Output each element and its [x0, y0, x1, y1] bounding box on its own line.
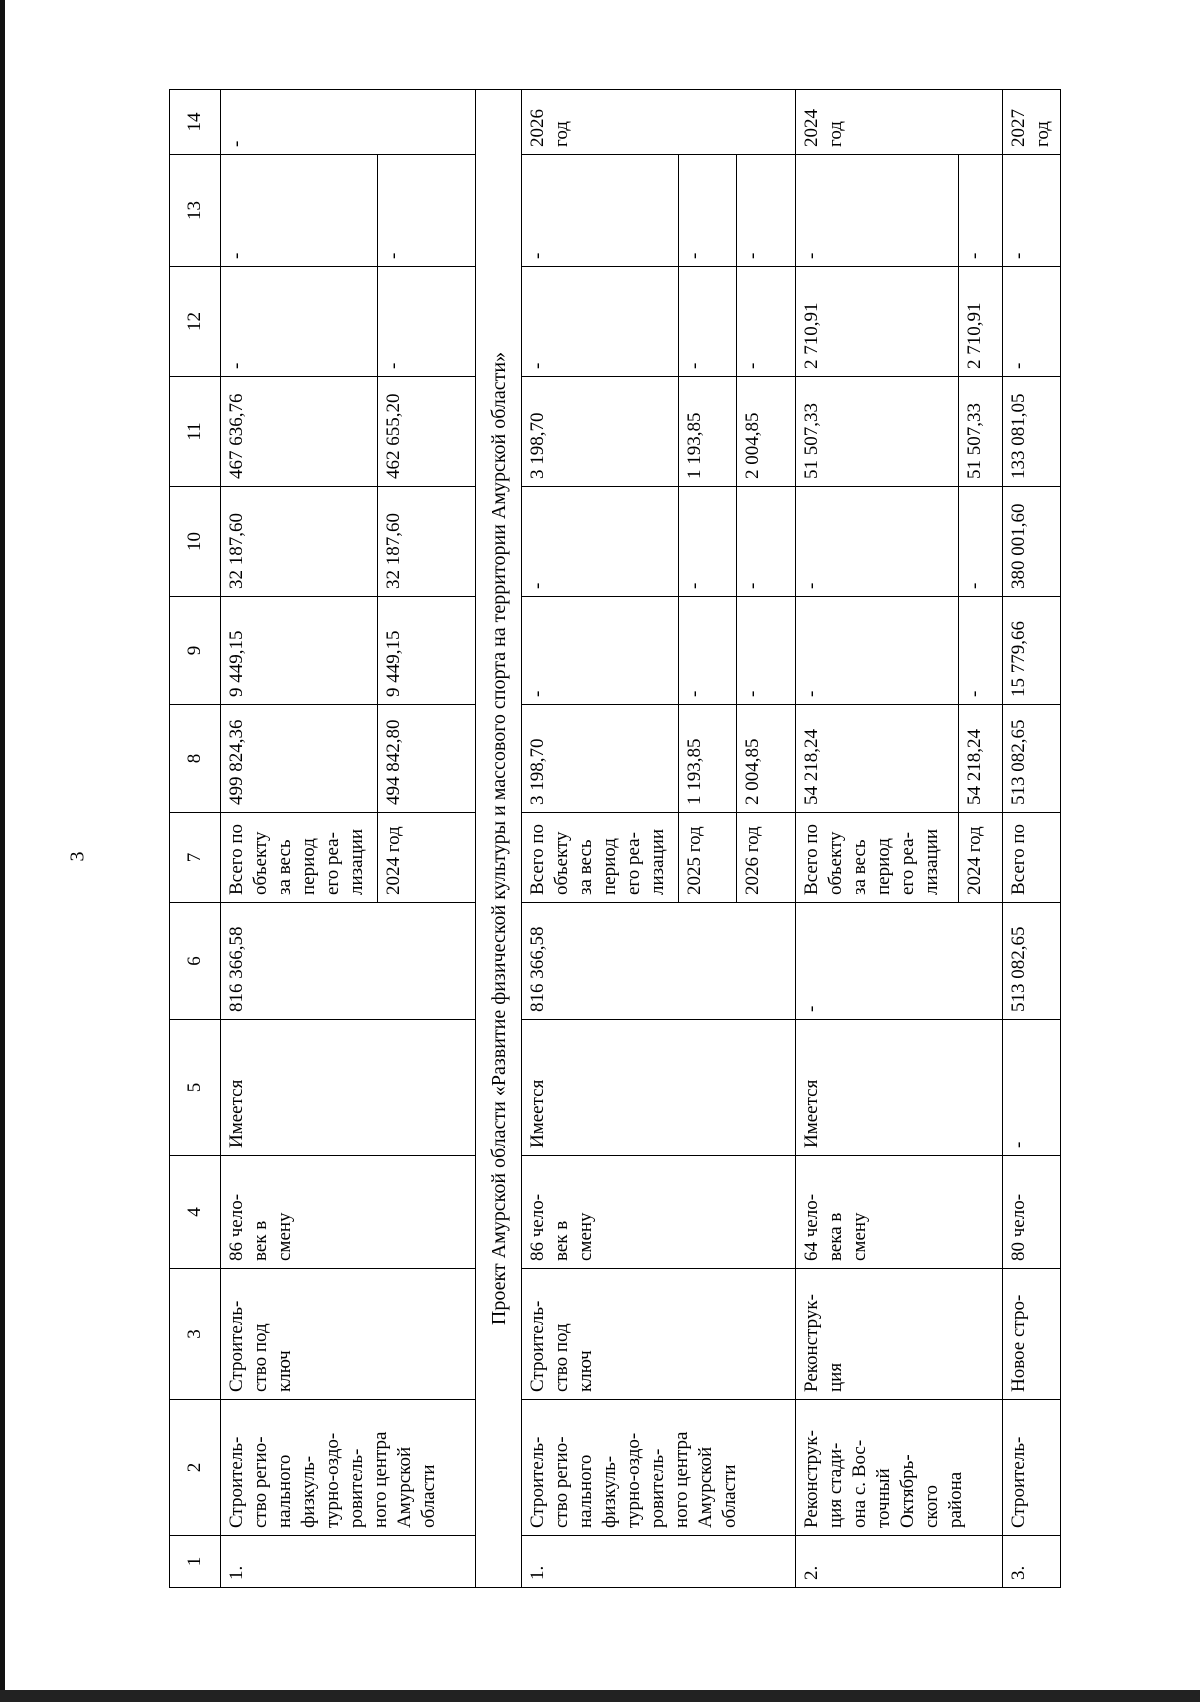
scan-border-bottom [0, 1690, 1200, 1702]
amount-col8: 1 193,85 [678, 705, 736, 813]
object-name: Строитель- ство регио- нального физкуль- турно-оздо- ровитель- ного центра Амурской области [221, 1400, 476, 1536]
amount-col9: - [958, 597, 1002, 705]
object-name: Строитель- ство регио- нального физкуль- турно-оздо- ровитель- ного центра Амурской области [522, 1400, 795, 1536]
work-type: Строитель- ство под ключ [221, 1269, 476, 1400]
amount-col11: 467 636,76 [221, 377, 378, 487]
amount-col12: 2 710,91 [958, 267, 1002, 377]
amount-col9: - [737, 597, 795, 705]
estimated-cost: - [795, 903, 1002, 1020]
table-row [522, 90, 679, 1588]
capacity: 86 чело- век в смену [221, 1156, 476, 1269]
header-cell: 10 [170, 487, 221, 597]
header-cell: 9 [170, 597, 221, 705]
amount-col9: - [522, 597, 679, 705]
period: Всего по [1002, 813, 1060, 903]
header-cell: 13 [170, 155, 221, 267]
capacity: 64 чело- века в смену [795, 1156, 1002, 1269]
amount-col12: - [522, 267, 679, 377]
amount-col9: 9 449,15 [377, 597, 475, 705]
estimated-cost: 816 366,58 [522, 903, 795, 1020]
amount-col12: - [678, 267, 736, 377]
row-number: 2. [795, 1536, 1002, 1588]
header-cell: 14 [170, 90, 221, 155]
amount-col11: 51 507,33 [958, 377, 1002, 487]
amount-col11: 51 507,33 [795, 377, 958, 487]
row-number: 3. [1002, 1536, 1060, 1588]
header-cell: 5 [170, 1020, 221, 1156]
amount-col13: - [958, 155, 1002, 267]
header-cell: 1 [170, 1536, 221, 1588]
work-type: Новое стро- [1002, 1269, 1060, 1400]
amount-col10: - [522, 487, 679, 597]
amount-col13: - [221, 155, 378, 267]
design-documentation: Имеется [221, 1020, 476, 1156]
rotated-table-wrapper [169, 90, 1061, 1588]
header-cell: 4 [170, 1156, 221, 1269]
header-cell: 2 [170, 1400, 221, 1536]
header-cell: 11 [170, 377, 221, 487]
capacity: 80 чело- [1002, 1156, 1060, 1269]
amount-col12: - [1002, 267, 1060, 377]
row-number: 1. [221, 1536, 476, 1588]
period: Всего по объекту за весь период его реа- лизации [221, 813, 378, 903]
investment-objects-table [169, 89, 1061, 1588]
amount-col10: - [958, 487, 1002, 597]
amount-col9: 15 779,66 [1002, 597, 1060, 705]
amount-col9: 9 449,15 [221, 597, 378, 705]
amount-col11: 462 655,20 [377, 377, 475, 487]
amount-col12: 2 710,91 [795, 267, 958, 377]
header-cell: 3 [170, 1269, 221, 1400]
amount-col8: 494 842,80 [377, 705, 475, 813]
amount-col10: 380 001,60 [1002, 487, 1060, 597]
amount-col8: 513 082,65 [1002, 705, 1060, 813]
amount-col8: 499 824,36 [221, 705, 378, 813]
row-number: 1. [522, 1536, 795, 1588]
amount-col10: - [678, 487, 736, 597]
amount-col10: - [737, 487, 795, 597]
amount-col10: 32 187,60 [221, 487, 378, 597]
period: 2026 год [737, 813, 795, 903]
estimated-cost: 816 366,58 [221, 903, 476, 1020]
object-name: Строитель- [1002, 1400, 1060, 1536]
amount-col8: 3 198,70 [522, 705, 679, 813]
amount-col13: - [737, 155, 795, 267]
amount-col8: 2 004,85 [737, 705, 795, 813]
period: Всего по объекту за весь период его реа- лизации [795, 813, 958, 903]
section-title: Проект Амурской области «Развитие физической культуры и массового спорта на территории Амурской области» [476, 90, 522, 1588]
amount-col13: - [522, 155, 679, 267]
page-number: 3 [66, 851, 89, 862]
amount-col9: - [795, 597, 958, 705]
section-row [476, 90, 522, 1588]
amount-col10: 32 187,60 [377, 487, 475, 597]
scan-border-left [0, 0, 5, 1702]
table-row [1002, 90, 1060, 1588]
amount-col9: - [678, 597, 736, 705]
completion-year: 2024 год [795, 90, 1002, 155]
period: 2025 год [678, 813, 736, 903]
header-cell: 8 [170, 705, 221, 813]
design-documentation: - [1002, 1020, 1060, 1156]
table-row [221, 90, 378, 1588]
work-type: Строитель- ство под ключ [522, 1269, 795, 1400]
completion-year: 2027 год [1002, 90, 1060, 155]
amount-col13: - [1002, 155, 1060, 267]
header-cell: 6 [170, 903, 221, 1020]
design-documentation: Имеется [795, 1020, 1002, 1156]
amount-col11: 3 198,70 [522, 377, 679, 487]
capacity: 86 чело- век в смену [522, 1156, 795, 1269]
completion-year: 2026 год [522, 90, 795, 155]
header-cell: 12 [170, 267, 221, 377]
period: 2024 год [377, 813, 475, 903]
amount-col11: 1 193,85 [678, 377, 736, 487]
amount-col13: - [678, 155, 736, 267]
amount-col12: - [221, 267, 378, 377]
header-row [170, 90, 221, 1588]
period: 2024 год [958, 813, 1002, 903]
amount-col8: 54 218,24 [795, 705, 958, 813]
object-name: Реконструк- ция стади- она с. Вос- точный Октябрь- ского района [795, 1400, 1002, 1536]
header-cell: 7 [170, 813, 221, 903]
design-documentation: Имеется [522, 1020, 795, 1156]
amount-col13: - [377, 155, 475, 267]
amount-col10: - [795, 487, 958, 597]
amount-col13: - [795, 155, 958, 267]
work-type: Реконструк- ция [795, 1269, 1002, 1400]
completion-year: - [221, 90, 476, 155]
period: Всего по объекту за весь период его реа- лизации [522, 813, 679, 903]
amount-col11: 133 081,05 [1002, 377, 1060, 487]
estimated-cost: 513 082,65 [1002, 903, 1060, 1020]
table-row [795, 90, 958, 1588]
amount-col12: - [737, 267, 795, 377]
amount-col12: - [377, 267, 475, 377]
amount-col11: 2 004,85 [737, 377, 795, 487]
amount-col8: 54 218,24 [958, 705, 1002, 813]
